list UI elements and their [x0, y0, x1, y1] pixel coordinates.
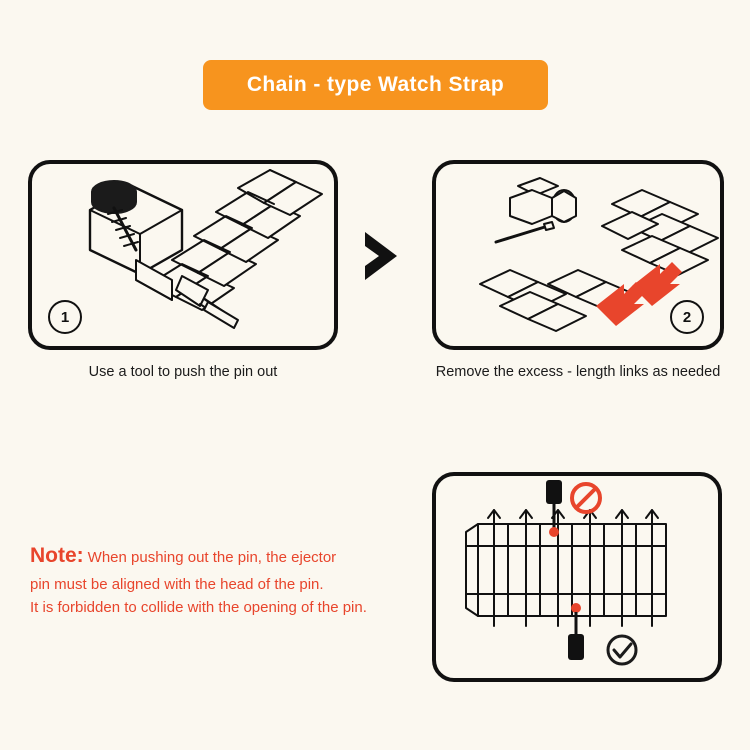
- step-1-badge: 1: [48, 300, 82, 334]
- note-line-2: pin must be aligned with the head of the pin.: [30, 575, 324, 593]
- note-line-3: It is forbidden to collide with the opening of the pin.: [30, 598, 367, 616]
- right-chevron-arrow-icon: [357, 228, 413, 284]
- pin-alignment-illustration: [436, 476, 718, 678]
- note-first-line: [30, 540, 410, 573]
- step-2-caption: Remove the excess - length links as needed: [435, 364, 721, 380]
- title-banner: [203, 60, 548, 110]
- note-line-1: When pushing out the pin, the ejector: [87, 549, 337, 566]
- step-2-badge: 2: [670, 300, 704, 334]
- note-label: Note:: [30, 544, 84, 567]
- check-mark-sign-icon: [608, 636, 636, 664]
- note-panel: [432, 472, 722, 682]
- step-1-caption: Use a tool to push the pin out: [88, 364, 278, 380]
- note-block: [30, 540, 410, 619]
- page-title: Chain - type Watch Strap: [246, 73, 505, 96]
- step-1-panel: [28, 160, 338, 350]
- step-2-panel: [432, 160, 724, 350]
- prohibition-sign-icon: [572, 484, 600, 512]
